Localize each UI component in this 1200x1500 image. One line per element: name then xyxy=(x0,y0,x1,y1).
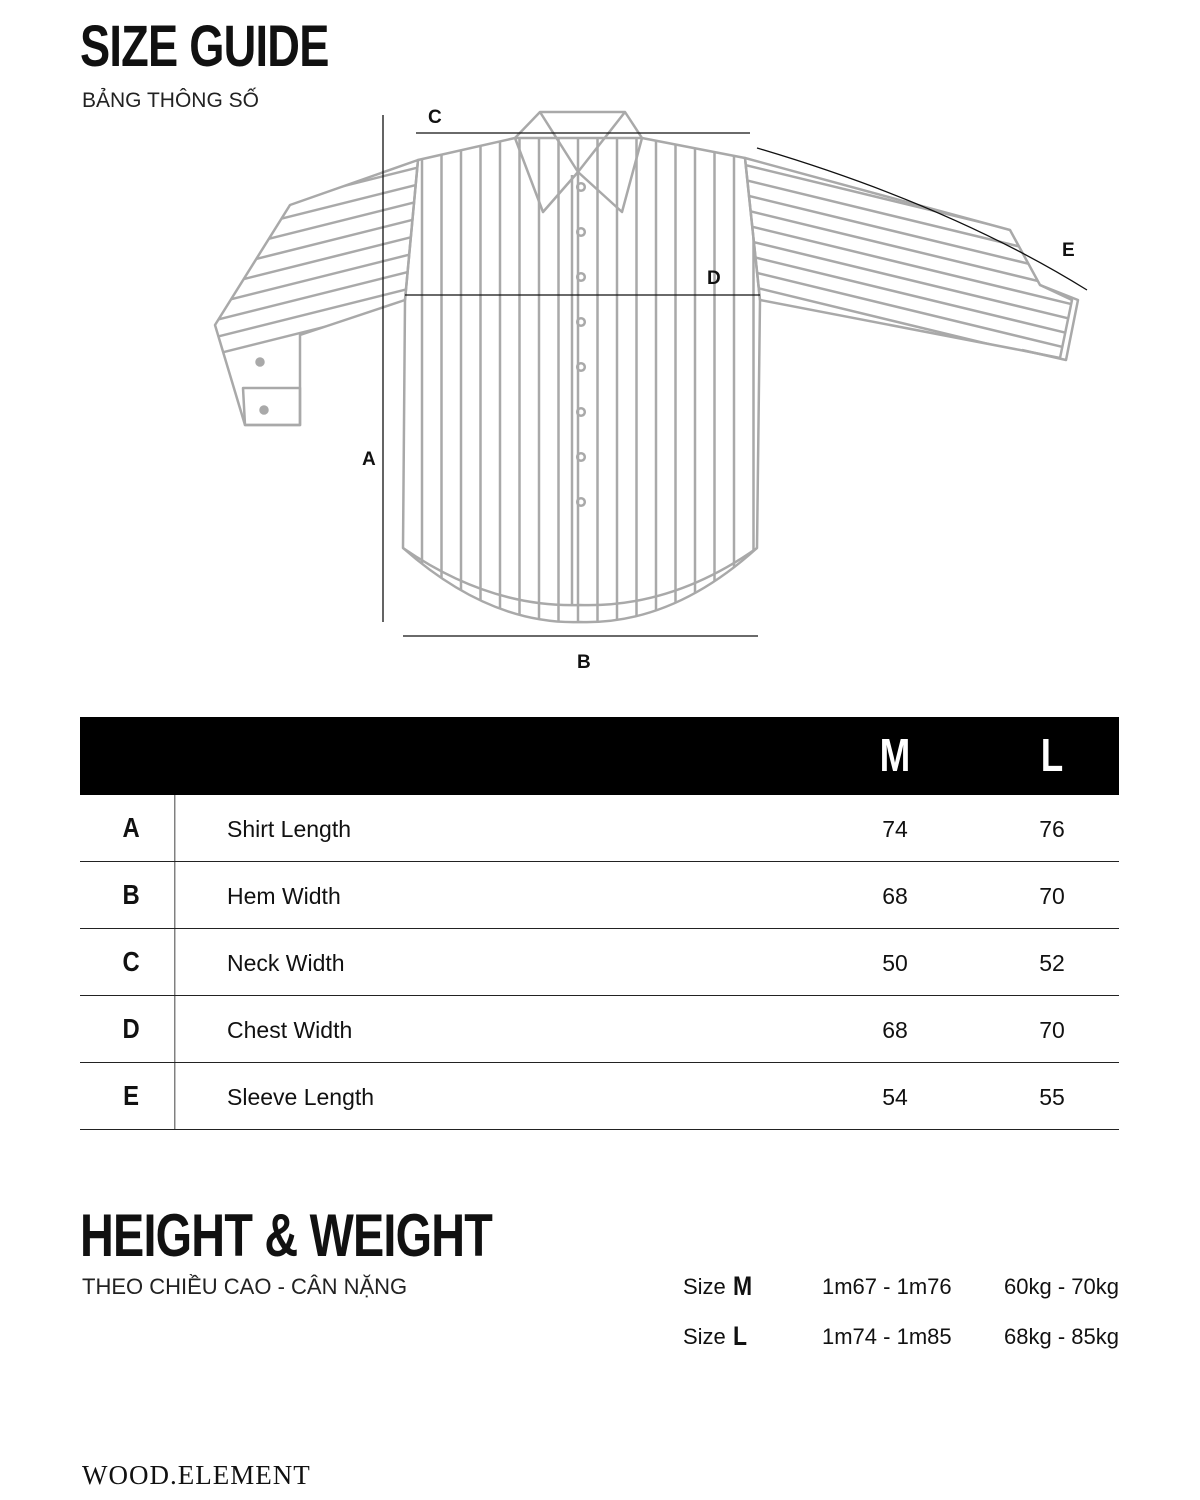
row-code: A xyxy=(88,795,176,861)
stripe xyxy=(200,252,420,307)
label-e: E xyxy=(1062,240,1075,261)
stripe xyxy=(200,201,420,256)
right-sleeve-stripes xyxy=(745,165,1075,380)
size-word: Size xyxy=(683,1324,726,1349)
brand-logo: WOOD.ELEMENT xyxy=(82,1460,311,1490)
column-header-l: L xyxy=(1040,729,1064,781)
row-value-l: 76 xyxy=(1039,816,1065,842)
height-range: 1m67 - 1m76 xyxy=(822,1274,952,1299)
shirt-button xyxy=(577,318,585,326)
size-letter: M xyxy=(733,1271,753,1301)
table-row xyxy=(80,929,1119,996)
height-weight-row xyxy=(683,1320,1119,1354)
row-value-m: 68 xyxy=(882,1017,908,1043)
shirt-button xyxy=(577,183,585,191)
stripe xyxy=(745,240,1075,320)
weight-range: 68kg - 85kg xyxy=(1004,1324,1119,1349)
stripe xyxy=(200,303,420,358)
table-header xyxy=(80,717,1119,795)
label-c: C xyxy=(428,107,442,128)
stripe xyxy=(745,285,1075,365)
page-subtitle: BẢNG THÔNG SỐ xyxy=(82,89,259,112)
row-measurement-name: Shirt Length xyxy=(227,816,352,842)
row-code: C xyxy=(88,929,176,995)
stripe xyxy=(745,165,1075,245)
shirt-button xyxy=(577,228,585,236)
size-word: Size xyxy=(683,1274,726,1299)
stripe xyxy=(745,300,1075,380)
row-value-l: 70 xyxy=(1039,883,1065,909)
shirt-button xyxy=(577,498,585,506)
collar-band xyxy=(540,112,625,172)
column-header-m: M xyxy=(879,729,911,781)
shirt-diagram xyxy=(0,0,1200,700)
left-sleeve-stripes xyxy=(200,150,420,358)
table-row xyxy=(80,1063,1119,1130)
stripe xyxy=(200,218,420,273)
row-value-m: 68 xyxy=(882,883,908,909)
shirt-illustration xyxy=(200,100,1078,640)
row-value-m: 54 xyxy=(882,1084,908,1110)
left-sleeve-outline xyxy=(215,160,418,425)
row-code: D xyxy=(88,996,176,1062)
label-b: B xyxy=(577,652,591,673)
stripe xyxy=(200,167,420,222)
row-code: B xyxy=(88,862,176,928)
row-value-l: 52 xyxy=(1039,950,1065,976)
size-letter: L xyxy=(733,1321,748,1351)
stripe xyxy=(200,184,420,239)
height-weight-subtitle: THEO CHIỀU CAO - CÂN NẶNG xyxy=(82,1274,408,1299)
height-range: 1m74 - 1m85 xyxy=(822,1324,952,1349)
row-measurement-name: Neck Width xyxy=(227,950,345,976)
shirt-button xyxy=(577,273,585,281)
stripe xyxy=(745,180,1075,260)
cuff-button xyxy=(257,359,264,366)
size-table xyxy=(80,717,1119,1130)
row-value-l: 70 xyxy=(1039,1017,1065,1043)
row-value-m: 74 xyxy=(882,816,908,842)
label-d: D xyxy=(707,268,721,289)
stripe xyxy=(745,195,1075,275)
stripe xyxy=(745,270,1075,350)
table-row xyxy=(80,862,1119,929)
label-a: A xyxy=(362,449,376,470)
right-sleeve-outline xyxy=(745,158,1072,358)
hem-line xyxy=(403,548,757,605)
table-row xyxy=(80,996,1119,1063)
weight-range: 60kg - 70kg xyxy=(1004,1274,1119,1299)
right-cuff xyxy=(1022,285,1078,360)
row-value-l: 55 xyxy=(1039,1084,1065,1110)
cuff-button xyxy=(261,407,268,414)
height-weight-title: HEIGHT & WEIGHT xyxy=(80,1202,493,1269)
height-weight-row xyxy=(683,1270,1119,1304)
stripe xyxy=(745,255,1075,335)
stripe xyxy=(745,225,1075,305)
shirt-body-outline xyxy=(403,138,760,622)
row-measurement-name: Sleeve Length xyxy=(227,1084,375,1110)
row-measurement-name: Chest Width xyxy=(227,1017,353,1043)
shirt-button xyxy=(577,453,585,461)
shirt-button xyxy=(577,408,585,416)
row-code: E xyxy=(88,1063,176,1129)
table-row xyxy=(80,795,1119,862)
page-title: SIZE GUIDE xyxy=(80,14,329,79)
shirt-button xyxy=(577,363,585,371)
stripe xyxy=(745,210,1075,290)
row-value-m: 50 xyxy=(882,950,908,976)
row-measurement-name: Hem Width xyxy=(227,883,341,909)
left-cuff xyxy=(243,388,300,425)
stripe xyxy=(200,235,420,290)
